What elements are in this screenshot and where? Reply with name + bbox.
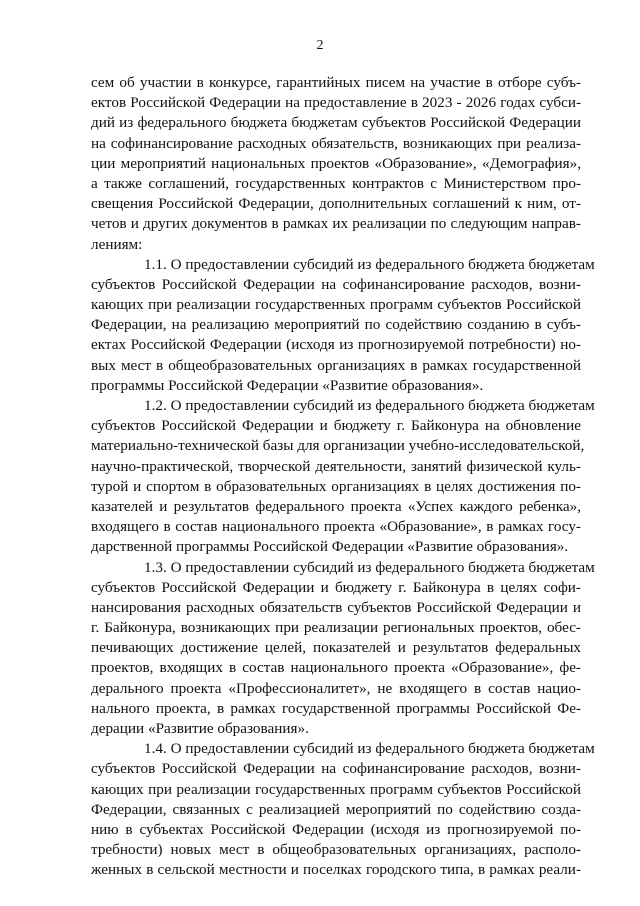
text-line: лениям: [91, 235, 143, 253]
text-line: женных в сельской местности и поселках городского типа, в рамках реали- [91, 861, 581, 879]
text-line: казателей и результатов федерального проекта «Успех каждого ребенка», [91, 497, 581, 515]
text-line: нального проекта, в рамках государственной программы Российской Фе- [91, 699, 581, 717]
text-line: кающих при реализации государственных программ субъектов Российской [91, 780, 581, 798]
text-line: свещения Российской Федерации, дополнительных соглашений к ним, от- [91, 195, 581, 213]
text-line: турой и спортом в образовательных организациях в целях достижения по- [91, 477, 581, 495]
text-line: ции мероприятий национальных проектов «Образование», «Демография», [91, 154, 581, 172]
document-body [91, 73, 595, 881]
page-number: 2 [316, 38, 324, 53]
text-line: сем об участии в конкурсе, гарантийных писем на участие в отборе субъ- [91, 74, 581, 91]
text-line: дерального проекта «Профессионалитет», не входящего в состав нацио- [91, 679, 581, 697]
text-line: субъектов Российской Федерации на софинансирование расходов, возни- [91, 275, 581, 293]
text-line: четов и других документов в рамках их реализации по следующим направ- [91, 215, 581, 233]
paragraph-first-line: 1.1. О предоставлении субсидий из федерального бюджета бюджетам [144, 255, 595, 273]
text-line: субъектов Российской Федерации на софинансирование расходов, возни- [91, 760, 581, 778]
paragraph-first-line: 1.3. О предоставлении субсидий из федерального бюджета бюджетам [144, 558, 595, 576]
text-line: субъектов Российской Федерации и бюджету г. Байконура на обновление [91, 417, 581, 435]
text-line: субъектов Российской Федерации и бюджету г. Байконура в целях софи- [91, 578, 581, 596]
text-line: дерации «Развитие образования». [91, 720, 309, 737]
text-line: а также соглашений, государственных контрактов с Министерством про- [91, 174, 581, 192]
paragraph-first-line: 1.2. О предоставлении субсидий из федерального бюджета бюджетам [144, 397, 595, 414]
text-line: на софинансирование расходных обязательств, возникающих при реализа- [91, 134, 581, 152]
paragraph-first-line: 1.4. О предоставлении субсидий из федерального бюджета бюджетам [144, 740, 595, 758]
text-line: программы Российской Федерации «Развитие образования». [91, 376, 484, 394]
text-line: Федерации, на реализацию мероприятий по содействию созданию в субъ- [91, 316, 581, 334]
text-line: научно-практической, творческой деятельности, занятий физической куль- [91, 457, 581, 475]
text-line: нию в субъектах Российской Федерации (исходя из прогнозируемой по- [91, 820, 581, 838]
text-line: ектов Российской Федерации на предоставление в 2023 - 2026 годах субси- [91, 94, 581, 112]
text-line: проектов, входящих в состав национального проекта «Образование», фе- [91, 659, 581, 677]
text-line: Федерации, связанных с реализацией мероприятий по содействию созда- [91, 800, 581, 818]
text-line: печивающих достижение целей, показателей и результатов федеральных [91, 639, 581, 657]
text-line: дий из федерального бюджета бюджетам субъектов Российской Федерации [91, 114, 581, 132]
text-line: входящего в состав национального проекта «Образование», в рамках госу- [91, 518, 581, 536]
text-line: ектах Российской Федерации (исходя из прогнозируемой потребности) но- [91, 336, 581, 354]
text-line: требности) новых мест в общеобразовательных организациях, располо- [91, 841, 581, 859]
text-line: материально-технической базы для организации учебно-исследовательской, [91, 437, 585, 455]
text-line: кающих при реализации государственных программ субъектов Российской [91, 296, 581, 314]
text-line: вых мест в общеобразовательных организациях в рамках государственной [91, 356, 581, 374]
text-line: дарственной программы Российской Федерации «Развитие образования». [91, 538, 569, 556]
text-line: г. Байконура, возникающих при реализации региональных проектов, обес- [91, 619, 581, 637]
text-line: нансирования расходных обязательств субъектов Российской Федерации и [91, 598, 581, 616]
